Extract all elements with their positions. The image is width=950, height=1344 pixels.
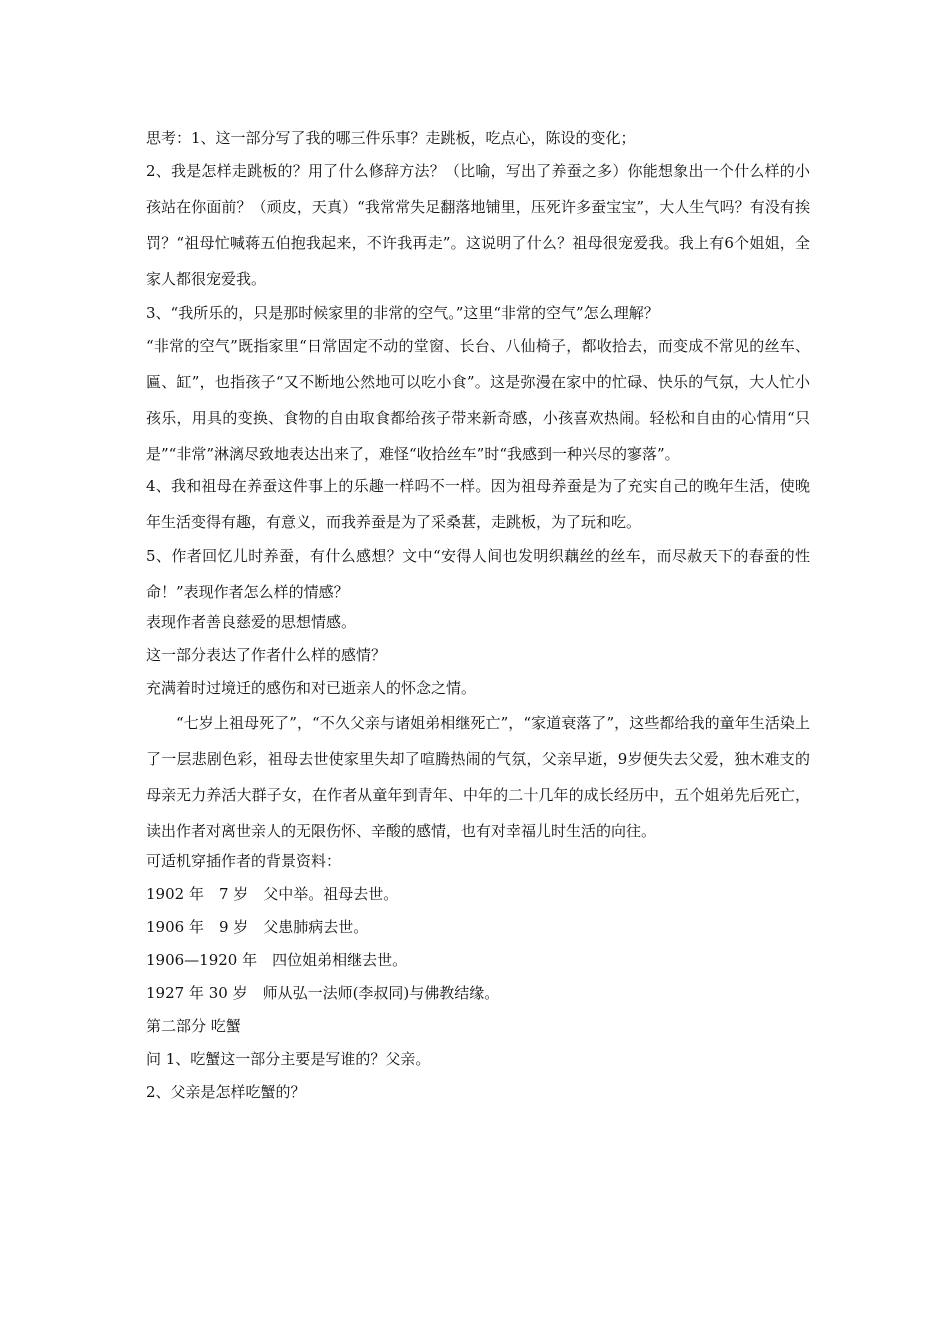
timeline-item: 1906—1920 年 四位姐弟相继去世。 (146, 951, 408, 969)
question-4: 4、我和祖母在养蚕这件事上的乐趣一样吗不一样。因为祖母养蚕是为了充实自己的晚年生活，使晚年生活变得有趣，有意义，而我养蚕是为了采桑葚，走跳板，为了玩和吃。 (146, 477, 810, 531)
timeline-item: 1902 年 7 岁 父中举。祖母去世。 (146, 885, 399, 903)
question-6-answer: 充满着时过境迁的感伤和对已逝亲人的怀念之情。 (146, 679, 477, 697)
question-1: 思考：1、这一部分写了我的哪三件乐事？走跳板，吃点心，陈设的变化； (146, 129, 636, 147)
timeline-item: 1906 年 9 岁 父患肺病去世。 (146, 918, 369, 936)
timeline-item: 1927 年 30 岁 师从弘一法师(李叔同)与佛教结缘。 (146, 984, 500, 1002)
analysis-paragraph: “七岁上祖母死了”，“不久父亲与诸姐弟相继死亡”，“家道衰落了”，这些都给我的童年生活染上了一层悲剧色彩，祖母去世使家里失却了喧腾热闹的气氛，父亲早逝，9岁便失去父爱，独木难支的母亲无力养活大群子女，在作者从童年到青年、中年的二十几年的成长经历中，五个姐弟先后死亡，读出作者对离世亲人的无限伤怀、辛酸的感情，也有对幸福儿时生活的向往。 (146, 714, 810, 840)
part2-title: 第二部分 吃蟹 (146, 1017, 241, 1035)
question-6: 这一部分表达了作者什么样的感情？ (146, 646, 387, 664)
question-2: 2、我是怎样走跳板的？用了什么修辞方法？（比喻，写出了养蚕之多）你能想象出一个什么样的小孩站在你面前？（顽皮，天真）“我常常失足翻落地铺里，压死许多蚕宝宝”，大人生气吗？有没有挨罚？“祖母忙喊蒋五伯抱我起来，不许我再走”。这说明了什么？祖母很宠爱我。我上有6个姐姐，全家人都很宠爱我。 (146, 162, 810, 288)
document-body (146, 126, 810, 1113)
part2-question-1: 问 1、吃蟹这一部分主要是写谁的？父亲。 (146, 1050, 431, 1068)
question-5: 5、作者回忆儿时养蚕，有什么感想？文中“安得人间也发明织藕丝的丝车，而尽赦天下的春蚕的性命！”表现作者怎么样的情感？ (146, 547, 810, 601)
question-3-answer: “非常的空气”既指家里“日常固定不动的堂窗、长台、八仙椅子，都收拾去，而变成不常见的丝车、匾、缸”，也指孩子“又不断地公然地可以吃小食”。这是弥漫在家中的忙碌、快乐的气氛，大人忙小孩乐，用具的变换、食物的自由取食都给孩子带来新奇感，小孩喜欢热闹。轻松和自由的心情用“只是”“非常”淋漓尽致地表达出来了，难怪“收拾丝车”时“我感到一种兴尽的寥落”。 (146, 337, 810, 463)
question-5-answer: 表现作者善良慈爱的思想情感。 (146, 613, 357, 631)
background-title: 可适机穿插作者的背景资料： (146, 852, 342, 870)
part2-question-2: 2、父亲是怎样吃蟹的？ (146, 1083, 306, 1101)
question-3: 3、“我所乐的，只是那时候家里的非常的空气。”这里“非常的空气”怎么理解？ (146, 304, 659, 322)
